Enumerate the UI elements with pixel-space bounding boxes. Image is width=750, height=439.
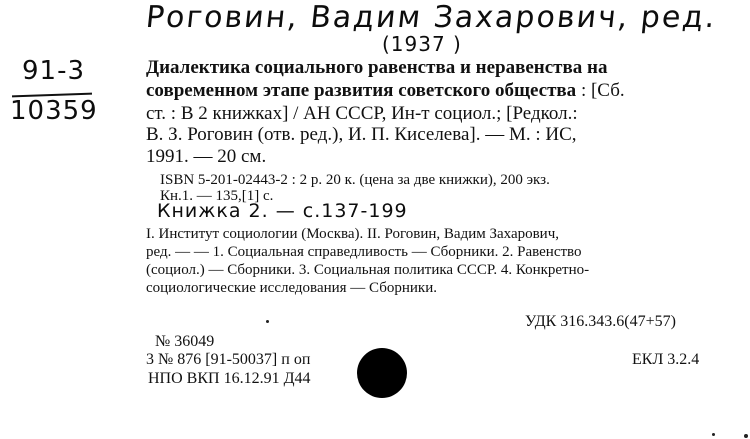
subject-line-1: I. Институт социологии (Москва). II. Роговин, Вадим Захарович, — [146, 226, 560, 242]
subject-line-3: (социол.) — Сборники. 3. Социальная политика СССР. 4. Конкретно- — [146, 262, 590, 278]
handwritten-year: (1937 ) — [382, 32, 462, 56]
subject-line-2: ред. — — 1. Социальная справедливость — Сборники. 2. Равенство — [146, 244, 582, 260]
title-line-2-tail: : [Сб. — [576, 80, 625, 101]
subject-line-4: социологические исследования — Сборники. — [146, 280, 437, 296]
udk-classification: УДК 316.343.6(47+57) — [525, 313, 676, 330]
entry-line-4: В. З. Роговин (отв. ред.), И. П. Киселева]. — М. : ИС, — [146, 124, 577, 145]
call-number-top: 91-3 — [22, 56, 86, 86]
isbn-line: ISBN 5-201-02443-2 : 2 р. 20 к. (цена за две книжки), 200 экз. — [160, 172, 550, 188]
entry-line-3: ст. : В 2 книжках] / АН СССР, Ин-т социол.; [Редкол.: — [146, 103, 578, 124]
order-line: 3 № 876 [91-50037] п оп — [146, 351, 311, 368]
entry-line-5: 1991. — 20 см. — [146, 146, 267, 167]
title-line-1: Диалектика социального равенства и неравенства на — [146, 57, 608, 78]
scan-speck — [712, 433, 715, 436]
call-number-bottom: 10359 — [10, 96, 98, 126]
card-number: № 36049 — [155, 333, 215, 350]
title-line-2-text: современном этапе развития советского общества — [146, 80, 577, 101]
scan-speck — [744, 434, 748, 438]
ekl-classification: ЕКЛ 3.2.4 — [632, 351, 700, 368]
punch-hole — [357, 348, 407, 398]
npo-line: НПО ВКП 16.12.91 Д44 — [148, 370, 311, 387]
title-line-2 — [146, 80, 625, 102]
scan-speck — [266, 320, 269, 323]
volume-line: Кн.1. — 135,[1] с. — [160, 188, 274, 204]
handwritten-heading: Роговин, Вадим Захарович, ред. — [144, 0, 719, 35]
handwritten-volume-note: Книжка 2. — с.137-199 — [157, 200, 408, 222]
